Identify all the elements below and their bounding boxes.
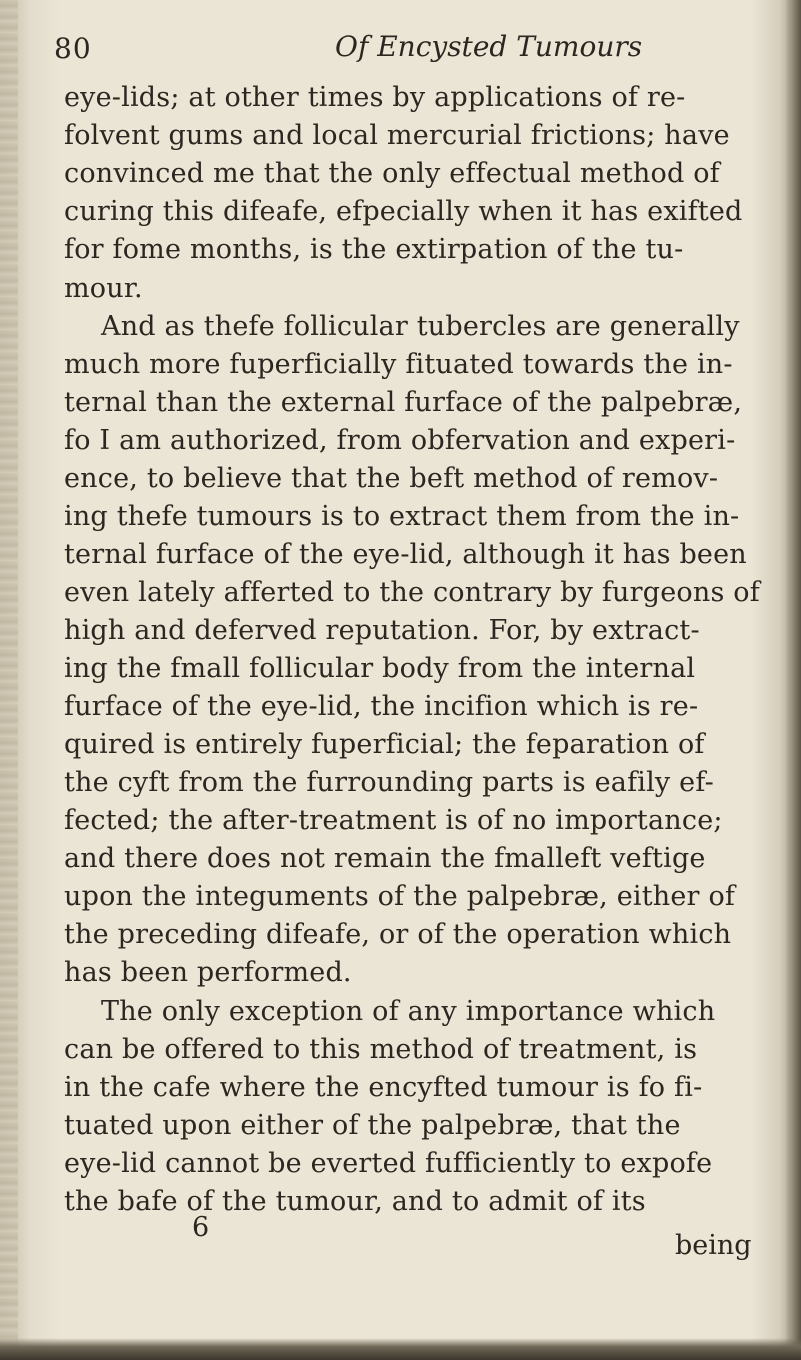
text-line: ing thefe tumours is to extract them from the in- [64,501,740,532]
text-line: tuated upon either of the palpebræ, that the [64,1110,681,1141]
text-line: convinced me that the only effectual method of [64,158,720,189]
text-line: and there does not remain the fmalleft veftige [64,843,706,874]
text-line: the cyft from the furrounding parts is eafily ef- [64,767,714,798]
text-line: in the cafe where the encyfted tumour is fo fi- [64,1072,703,1103]
text-line: curing this difeafe, efpecially when it has exifted [64,196,743,227]
text-line: for fome months, is the extirpation of the tu- [64,234,684,265]
text-line: folvent gums and local mercurial frictions; have [64,120,730,151]
text-line: ternal furface of the eye-lid, although it has been [64,539,747,570]
text-line: fo I am authorized, from obfervation and experi- [64,425,736,456]
running-head: Of Encysted Tumours [335,30,643,63]
text-line: furface of the eye-lid, the incifion which is re- [64,691,699,722]
text-line: eye-lid cannot be everted fufficiently to expofe [64,1148,713,1179]
text-line: eye-lids; at other times by applications of re- [64,82,686,113]
text-line: the bafe of the tumour, and to admit of its [64,1186,646,1217]
text-line: mour. [64,273,143,304]
text-line: upon the integuments of the palpebræ, either of [64,881,736,912]
text-line: has been performed. [64,957,352,988]
text-line: ternal than the external furface of the palpebræ, [64,387,743,418]
text-line: high and deferved reputation. For, by extract- [64,615,700,646]
text-line: can be offered to this method of treatment, is [64,1034,698,1065]
signature-mark: 6 [192,1212,210,1243]
text-line: fected; the after-treatment is of no importance; [64,805,723,836]
text-line: ence, to believe that the beft method of remov- [64,463,719,494]
catchword: being [675,1230,752,1261]
text-line: quired is entirely fuperficial; the feparation of [64,729,705,760]
page-number: 80 [54,32,92,65]
text-line: even lately afferted to the contrary by furgeons of [64,577,760,608]
text-line: And as thefe follicular tubercles are generally [101,311,740,342]
text-line: the preceding difeafe, or of the operation which [64,919,732,950]
text-line: The only exception of any importance which [101,996,716,1027]
text-line: much more fuperficially fituated towards the in- [64,349,733,380]
text-line: ing the fmall follicular body from the internal [64,653,696,684]
